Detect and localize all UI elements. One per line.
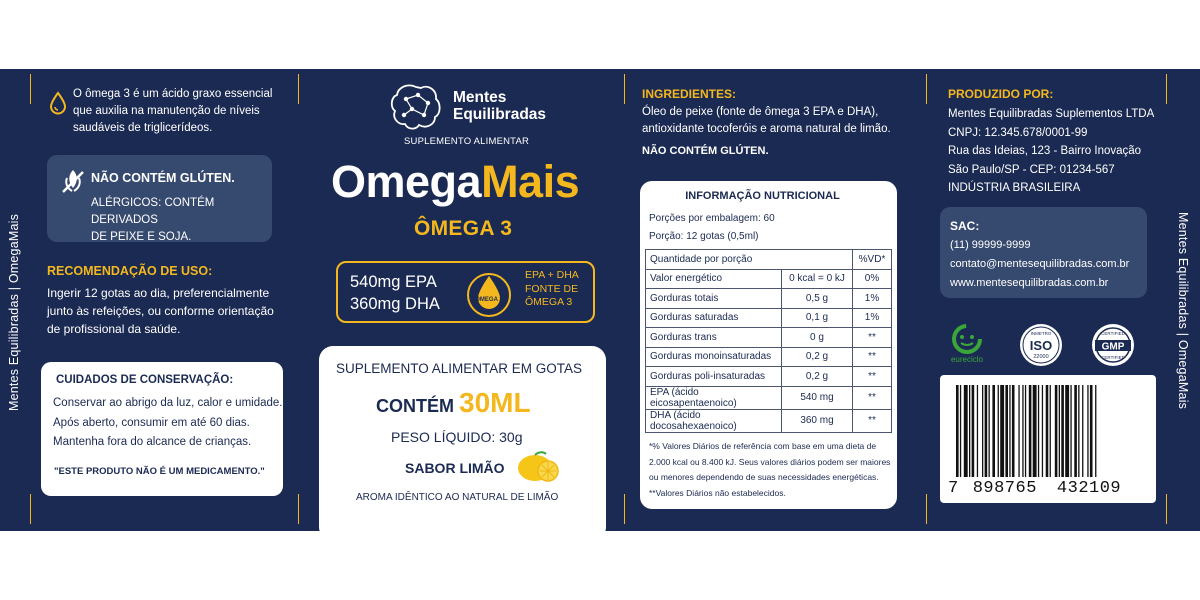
dosage-box bbox=[336, 261, 595, 323]
drops-type: SUPLEMENTO ALIMENTAR EM GOTAS bbox=[336, 361, 583, 376]
table-cell: Valor energético bbox=[646, 269, 782, 289]
barcode-bar bbox=[1033, 385, 1037, 477]
barcode-bar bbox=[1042, 385, 1043, 477]
barcode-bar bbox=[1012, 385, 1015, 477]
table-row bbox=[646, 409, 892, 432]
table-cell: 0% bbox=[853, 269, 892, 289]
sac-title: SAC: bbox=[950, 219, 980, 233]
fold-guide bbox=[298, 74, 299, 104]
product-name: OmegaMais bbox=[331, 156, 580, 207]
contents-card bbox=[319, 346, 606, 531]
fold-guide bbox=[624, 74, 625, 104]
table-cell: ** bbox=[853, 409, 892, 432]
table-cell: 540 mg bbox=[782, 386, 853, 409]
barcode-bar bbox=[1055, 385, 1058, 477]
sac-card bbox=[940, 207, 1147, 298]
barcode-bar bbox=[1059, 385, 1060, 477]
nutrition-card bbox=[640, 181, 897, 509]
no-gluten-icon bbox=[59, 166, 87, 196]
usage-title: RECOMENDAÇÃO DE USO: bbox=[47, 264, 213, 278]
fold-guide bbox=[30, 74, 31, 104]
nutrition-table bbox=[645, 249, 892, 433]
fold-guide bbox=[926, 74, 927, 104]
table-cell: ** bbox=[853, 347, 892, 367]
table-cell: 0,2 g bbox=[782, 347, 853, 367]
barcode-bar bbox=[1046, 385, 1049, 477]
sac-info: (11) 99999-9999 contato@mentesequilibradas.com.br www.mentesequilibradas.com.br bbox=[950, 239, 1130, 289]
barcode-bar bbox=[1087, 385, 1088, 477]
fold-guide bbox=[926, 494, 927, 524]
svg-text:22000: 22000 bbox=[1033, 354, 1049, 360]
omega-intro: O ômega 3 é um ácido graxo essencial que auxilia na manutenção de níveis saudáveis de triglicerídeos. bbox=[73, 88, 273, 134]
table-cell: EPA (ácido eicosapentaenoico) bbox=[646, 386, 782, 409]
table-cell: 360 mg bbox=[782, 409, 853, 432]
side-text-right: Mentes Equilibradas | OmegaMais bbox=[1176, 212, 1190, 410]
fold-guide bbox=[30, 494, 31, 524]
table-cell: Gorduras saturadas bbox=[646, 308, 782, 328]
omega-drop-icon bbox=[460, 267, 518, 319]
lemon-icon bbox=[515, 448, 563, 486]
barcode-bar bbox=[960, 385, 961, 477]
producer-title: PRODUZIDO POR: bbox=[948, 87, 1054, 101]
barcode-bar bbox=[1005, 385, 1008, 477]
care-text: Conservar ao abrigo da luz, calor e umidade. Após aberto, consumir em até 60 dias. Mantenha fora do alcance de crianças. bbox=[53, 397, 283, 448]
barcode-bar bbox=[1090, 385, 1093, 477]
table-cell: 0 kcal = 0 kJ bbox=[782, 269, 853, 289]
table-header-row bbox=[646, 250, 892, 270]
care-card bbox=[41, 362, 283, 496]
drop-label: OMEGA 3 bbox=[475, 297, 503, 303]
svg-text:ISO: ISO bbox=[1029, 338, 1053, 353]
barcode-bar bbox=[985, 385, 988, 477]
barcode-number: 7 898765 432109 bbox=[948, 479, 1122, 498]
aroma-text: AROMA IDÊNTICO AO NATURAL DE LIMÃO bbox=[356, 492, 559, 503]
barcode-bar bbox=[1078, 385, 1079, 477]
fold-guide bbox=[298, 494, 299, 524]
barcode-bar bbox=[1038, 385, 1039, 477]
allergen-text: ALÉRGICOS: CONTÉM DERIVADOS DE PEIXE E SOJA. bbox=[91, 197, 215, 243]
table-header-cell: Quantidade por porção bbox=[646, 250, 853, 270]
table-cell: Gorduras poli-insaturadas bbox=[646, 367, 782, 387]
barcode-bar bbox=[1095, 385, 1096, 477]
table-row bbox=[646, 269, 892, 289]
iso-22000-icon bbox=[1018, 322, 1064, 368]
brand-name: Mentes Equilibradas bbox=[453, 89, 547, 123]
care-title: CUIDADOS DE CONSERVAÇÃO: bbox=[56, 374, 234, 386]
ingredients-gluten: NÃO CONTÉM GLÚTEN. bbox=[642, 145, 769, 157]
servings-info: Porções por embalagem: 60 Porção: 12 gotas (0,5ml) bbox=[649, 213, 775, 242]
barcode-bar bbox=[1009, 385, 1010, 477]
barcode-bar bbox=[1061, 385, 1064, 477]
table-cell: ** bbox=[853, 328, 892, 348]
table-row bbox=[646, 289, 892, 309]
table-cell: Gorduras totais bbox=[646, 289, 782, 309]
barcode-bar bbox=[1074, 385, 1077, 477]
brain-logo-icon bbox=[388, 81, 444, 135]
barcode-bar bbox=[1065, 385, 1069, 477]
usage-text: Ingerir 12 gotas ao dia, preferencialmente junto às refeições, ou conforme orientação de profissional da saúde. bbox=[47, 286, 274, 336]
table-cell: 1% bbox=[853, 308, 892, 328]
barcode-bar bbox=[1025, 385, 1026, 477]
table-row bbox=[646, 328, 892, 348]
side-text-left: Mentes Equilibradas | OmegaMais bbox=[7, 213, 21, 411]
svg-text:CERTIFIED: CERTIFIED bbox=[1101, 355, 1125, 360]
dosage-values: 540mg EPA 360mg DHA bbox=[350, 273, 440, 313]
barcode-bar bbox=[992, 385, 995, 477]
svg-text:CERTIFIED: CERTIFIED bbox=[1101, 331, 1125, 336]
barcode-card bbox=[940, 375, 1156, 503]
no-gluten-title: NÃO CONTÉM GLÚTEN. bbox=[91, 171, 235, 185]
barcode-bar bbox=[1050, 385, 1051, 477]
barcode-bar bbox=[964, 385, 968, 477]
nutrition-footnote: *% Valores Diários de referência com base em uma dieta de 2.000 kcal ou 8.400 kJ. Seus valores diários podem ser maiores ou menores dependendo de suas necessidades energéticas. **Valores Diários não estabelecidos. bbox=[649, 441, 891, 498]
net-weight: PESO LÍQUIDO: 30g bbox=[391, 429, 523, 445]
not-medicine-text: "ESTE PRODUTO NÃO É UM MEDICAMENTO." bbox=[54, 466, 265, 477]
barcode-bar bbox=[1070, 385, 1071, 477]
table-cell: 1% bbox=[853, 289, 892, 309]
drop-icon bbox=[49, 91, 67, 115]
svg-text:eureciclo: eureciclo bbox=[950, 355, 984, 364]
barcode-bar bbox=[1018, 385, 1019, 477]
fold-guide bbox=[1166, 74, 1167, 104]
table-row bbox=[646, 386, 892, 409]
table-cell: 0,5 g bbox=[782, 289, 853, 309]
table-cell: Gorduras monoinsaturadas bbox=[646, 347, 782, 367]
flavor: SABOR LIMÃO bbox=[405, 460, 505, 476]
fold-guide bbox=[1166, 494, 1167, 524]
barcode-bar bbox=[1000, 385, 1004, 477]
table-cell: 0,2 g bbox=[782, 367, 853, 387]
barcode-bar bbox=[977, 385, 978, 477]
ingredients-text: Óleo de peixe (fonte de ômega 3 EPA e DHA), antioxidante tocoferóis e aroma natural de limão. bbox=[642, 106, 891, 135]
table-header-cell: %VD* bbox=[853, 250, 892, 270]
product-label bbox=[0, 69, 1200, 531]
table-cell: ** bbox=[853, 367, 892, 387]
barcode-bar bbox=[1082, 385, 1083, 477]
eureciclo-icon bbox=[945, 322, 989, 364]
barcode-bar bbox=[982, 385, 983, 477]
fold-guide bbox=[624, 494, 625, 524]
barcode-bar bbox=[998, 385, 999, 477]
contains-line: CONTÉM 30ML bbox=[376, 387, 531, 418]
table-cell: DHA (ácido docosahexaenoico) bbox=[646, 409, 782, 432]
gluten-allergen-card bbox=[47, 155, 272, 242]
svg-text:GMP: GMP bbox=[1101, 341, 1125, 353]
source-text: EPA + DHA FONTE DE ÔMEGA 3 bbox=[525, 269, 579, 308]
table-cell: ** bbox=[853, 386, 892, 409]
table-row bbox=[646, 367, 892, 387]
barcode-bar bbox=[956, 385, 959, 477]
barcode-bar bbox=[972, 385, 975, 477]
supplement-caption: SUPLEMENTO ALIMENTAR bbox=[404, 136, 530, 147]
omega-subtitle: ÔMEGA 3 bbox=[414, 217, 513, 240]
ingredients-title: INGREDIENTES: bbox=[642, 87, 737, 101]
table-cell: Gorduras trans bbox=[646, 328, 782, 348]
barcode-bar bbox=[1029, 385, 1032, 477]
producer-info: Mentes Equilibradas Suplementos LTDA CNPJ: 12.345.678/0001-99 Rua das Ideias, 123 - Bairro Inovação São Paulo/SP - CEP: 01234-567 INDÚSTRIA BRASILEIRA bbox=[948, 108, 1155, 194]
table-row bbox=[646, 347, 892, 367]
barcode-icon bbox=[956, 385, 1146, 477]
table-cell: 0 g bbox=[782, 328, 853, 348]
svg-text:INMETRO: INMETRO bbox=[1030, 331, 1052, 336]
barcode-bar bbox=[989, 385, 990, 477]
nutrition-title: INFORMAÇÃO NUTRICIONAL bbox=[685, 190, 840, 202]
table-cell: 0,1 g bbox=[782, 308, 853, 328]
table-row bbox=[646, 308, 892, 328]
barcode-bar bbox=[969, 385, 970, 477]
gmp-certified-icon bbox=[1090, 322, 1136, 368]
barcode-bar bbox=[1022, 385, 1023, 477]
